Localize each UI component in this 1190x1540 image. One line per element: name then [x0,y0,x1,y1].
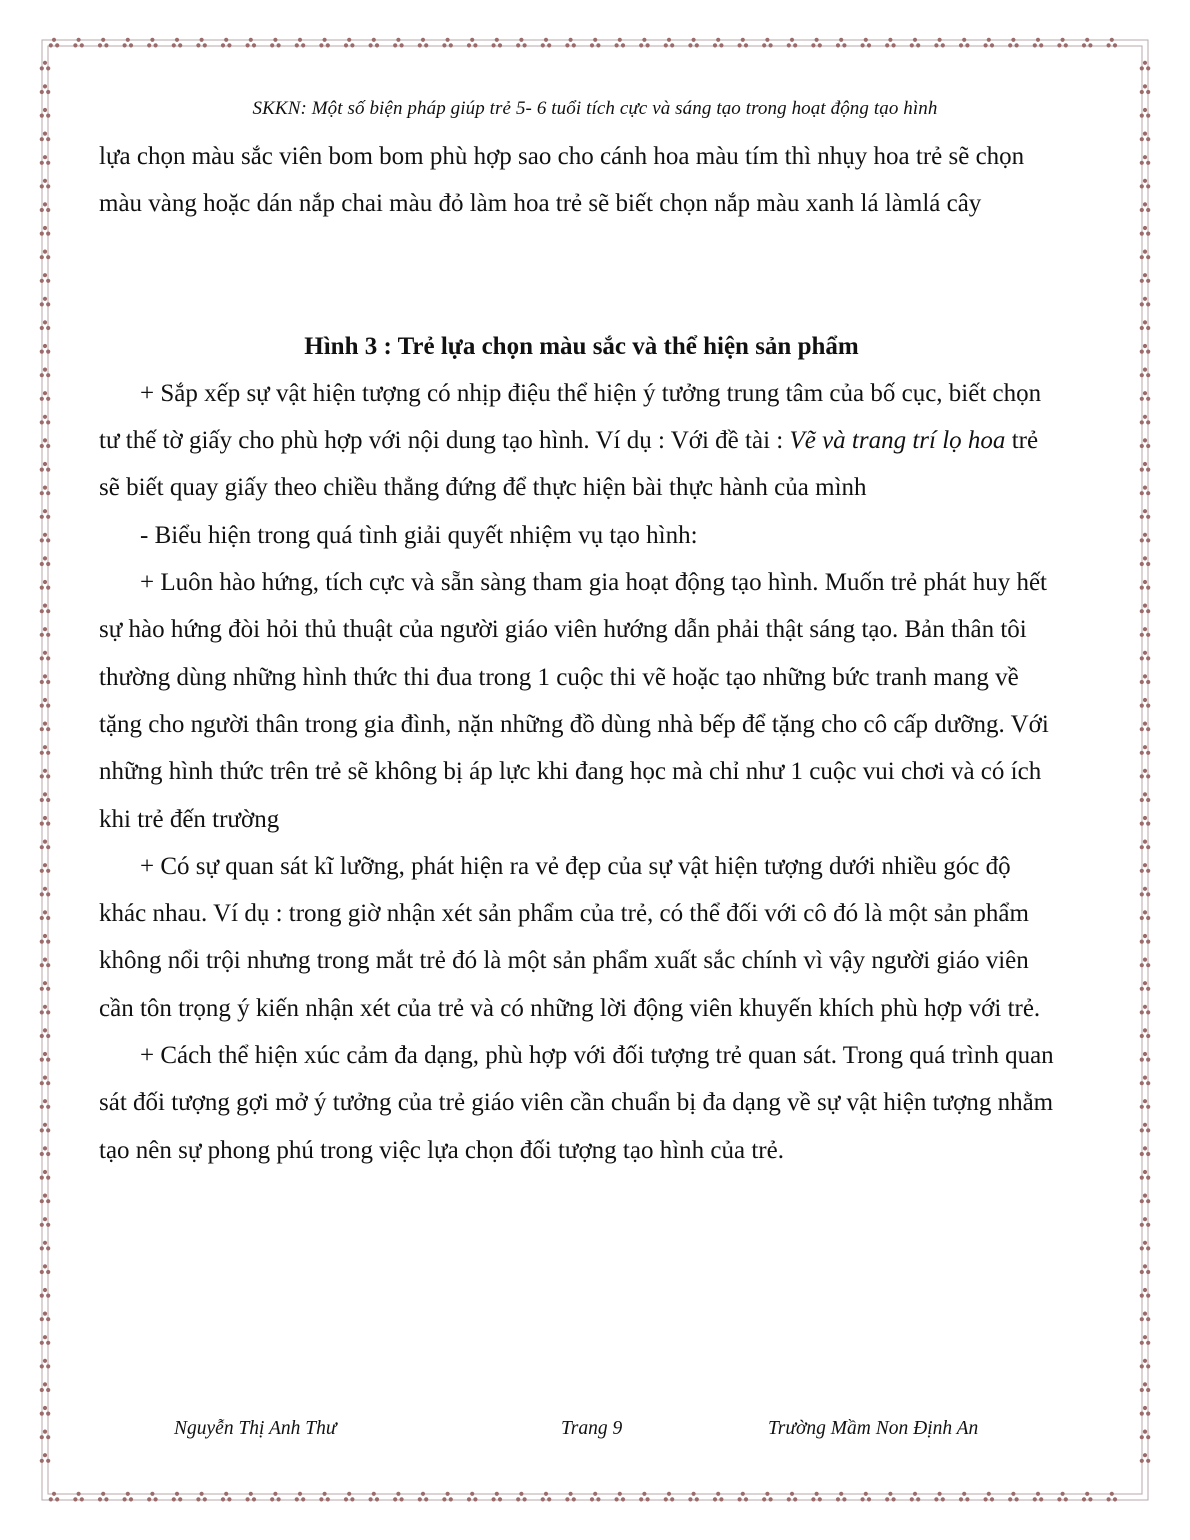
border-dot-cluster [40,1241,51,1251]
border-dot-cluster [1140,934,1151,944]
border-dot-cluster [1140,368,1151,378]
border-dot-cluster [40,250,51,260]
border-dot-cluster [40,226,51,236]
border-dot-cluster [1140,1005,1151,1015]
border-dot-cluster [1140,1099,1151,1109]
border-dot-cluster [40,651,51,661]
border-dot-cluster [1140,297,1151,307]
figure-caption: Hình 3 : Trẻ lựa chọn màu sắc và thể hiện sản phẩm [304,332,859,360]
paragraph-observation: + Có sự quan sát kĩ lưỡng, phát hiện ra vẻ đẹp của sự vật hiện tượng dưới nhiều góc độ khác nhau. Ví dụ : trong giờ nhận xét sản phẩm của trẻ, có thể đối với cô đó là một sản phẩm không nổi trội nhưng trong mắt trẻ đó là một sản phẩm xuất sắc chính vì vậy người giáo viên cần tôn trọng ý kiến nhận xét của trẻ và có những lời động viên khuyến khích phù hợp với trẻ. [99,852,1041,1022]
paragraph-arrangement-start: + Sắp xếp sự vật hiện tượng có nhịp điệu thể hiện ý tưởng trung tâm của bố cục, biết chọn tư thế tờ giấy cho phù hợp với nội dung tạo hình. Ví dụ : Với đề tài : [99,379,1042,455]
border-dot-cluster [1140,533,1151,543]
paragraph-emotion: + Cách thể hiện xúc cảm đa dạng, phù hợp với đối tượng trẻ quan sát. Trong quá trình quan sát đối tượng gợi mở ý tưởng của trẻ giáo viên cần chuẩn bị đa dạng về sự vật hiện tượng nhằm tạo nên sự phong phú trong việc lựa chọn đối tượng tạo hình của trẻ. [99,1042,1054,1164]
border-dot-cluster [40,1146,51,1156]
border-dot-cluster [1140,958,1151,968]
border-dot-cluster [40,863,51,873]
paragraph-enthusiasm: + Luôn hào hứng, tích cực và sẵn sàng tham gia hoạt động tạo hình. Muốn trẻ phát huy hết sự hào hứng đòi hỏi thủ thuật của người giáo viên hướng dẫn phải thật sáng tạo. Bản thân tôi thường dùng những hình thức thi đua trong 1 cuộc thi vẽ hoặc tạo những bức tranh mang về tặng cho người thân trong gia đình, nặn những đồ dùng nhà bếp để tặng cho cô cấp dưỡng. Với những hình thức trên trẻ sẽ không bị áp lực khi đang học mà chỉ như 1 cuộc vui chơi và có ích khi trẻ đến trường [99,569,1049,833]
border-dot-cluster [40,934,51,944]
border-dot-cluster [40,462,51,472]
border-dot-cluster [1140,179,1151,189]
paragraph-arrangement [99,370,1064,512]
border-dot-cluster [1140,273,1151,283]
border-dot-cluster [40,1217,51,1227]
border-dot-cluster [40,1382,51,1392]
border-dot-cluster [1140,1076,1151,1086]
border-dot-cluster [40,202,51,212]
border-dot-cluster [40,1170,51,1180]
border-dot-cluster [1140,1406,1151,1416]
border-dot-cluster [40,1359,51,1369]
border-dot-cluster [40,887,51,897]
border-dot-cluster [40,698,51,708]
border-dot-cluster [1140,320,1151,330]
paragraph-intro: lựa chọn màu sắc viên bom bom phù hợp sao cho cánh hoa màu tím thì nhụy hoa trẻ sẽ chọn màu vàng hoặc dán nắp chai màu đỏ làm hoa trẻ sẽ biết chọn nắp màu xanh lá làmlá cây [99,143,1025,218]
border-dot-cluster [1140,745,1151,755]
border-dot-cluster [1140,462,1151,472]
border-dot-cluster [40,745,51,755]
border-dot-cluster [40,1312,51,1322]
border-dot-cluster [1140,132,1151,142]
border-dot-cluster [1140,1241,1151,1251]
border-dot-cluster [1140,1217,1151,1227]
border-dot-cluster [40,556,51,566]
border-dot-cluster [40,1453,51,1463]
topic-title: Vẽ và trang trí lọ hoa [789,427,1006,455]
border-dot-cluster [40,368,51,378]
border-dot-cluster [40,61,51,71]
border-dot-cluster [1140,1382,1151,1392]
border-dot-cluster [1140,202,1151,212]
border-dot-cluster [1140,604,1151,614]
border-dot-cluster [1140,722,1151,732]
border-dot-cluster [1140,61,1151,71]
border-dot-cluster [1140,651,1151,661]
border-dot-cluster [40,840,51,850]
border-dot-cluster [40,1123,51,1133]
border-dot-cluster [40,320,51,330]
border-dot-cluster [40,132,51,142]
border-dot-cluster [1140,556,1151,566]
border-dot-cluster [1140,1312,1151,1322]
footer-school: Trường Mầm Non Định An [768,1418,979,1439]
border-dot-cluster [1140,627,1151,637]
border-dot-cluster [40,438,51,448]
border-dot-cluster [40,769,51,779]
border-dot-cluster [40,674,51,684]
border-dot-cluster [40,1264,51,1274]
border-dot-cluster [1140,391,1151,401]
border-dot-cluster [1140,1194,1151,1204]
border-dot-cluster [1140,1123,1151,1133]
border-dot-cluster [1140,887,1151,897]
border-dot-cluster [1140,698,1151,708]
image-placeholder-gap [99,228,1064,323]
border-dot-cluster [1140,792,1151,802]
border-dot-cluster [40,155,51,165]
border-dot-cluster [1140,1359,1151,1369]
border-dot-cluster [1140,1288,1151,1298]
border-dot-cluster [40,509,51,519]
border-dot-cluster [40,391,51,401]
border-dot-cluster [1140,1335,1151,1345]
border-dot-cluster [1140,1453,1151,1463]
border-dot-cluster [40,958,51,968]
border-dot-cluster [1140,1052,1151,1062]
footer-page-number: Trang 9 [561,1418,623,1439]
border-dot-cluster [40,415,51,425]
paragraph-arrangement-end: trẻ sẽ biết quay giấy theo chiều thẳng đứng để thực hiện bài thực hành của mình [99,427,1039,502]
border-dot-cluster [40,816,51,826]
border-dot-cluster [1140,344,1151,354]
border-dot-cluster [1140,1264,1151,1274]
page-footer [0,1418,1190,1448]
border-dot-cluster [1140,580,1151,590]
border-dot-cluster [1140,438,1151,448]
border-dot-cluster [40,981,51,991]
border-dot-cluster [40,1406,51,1416]
footer-author: Nguyễn Thị Anh Thư [174,1418,337,1439]
border-dot-cluster [40,1288,51,1298]
border-dot-cluster [40,1194,51,1204]
border-dot-cluster [40,1099,51,1109]
border-dot-cluster [1140,1170,1151,1180]
border-dot-cluster [1140,816,1151,826]
border-dot-cluster [1140,1146,1151,1156]
border-dot-cluster [1140,250,1151,260]
border-dot-cluster [40,297,51,307]
border-dot-cluster [1140,509,1151,519]
border-dot-cluster [40,627,51,637]
border-dot-cluster [40,604,51,614]
border-dot-cluster [1140,84,1151,94]
border-dot-cluster [1140,1028,1151,1038]
border-dot-cluster [40,1028,51,1038]
border-dot-cluster [40,84,51,94]
border-dot-cluster [1140,910,1151,920]
border-dot-cluster [1140,674,1151,684]
border-dot-cluster [40,1335,51,1345]
border-dot-cluster [40,533,51,543]
border-dot-cluster [1140,226,1151,236]
border-dot-cluster [1140,769,1151,779]
border-dot-cluster [40,910,51,920]
border-dot-cluster [40,722,51,732]
border-dot-cluster [40,1052,51,1062]
border-dot-cluster [40,486,51,496]
border-dot-cluster [1140,415,1151,425]
border-dot-cluster [40,344,51,354]
page-header: SKKN: Một số biện pháp giúp trẻ 5- 6 tuổi tích cực và sáng tạo trong hoạt động tạo hình [252,98,938,119]
border-dot-cluster [1140,863,1151,873]
border-dot-cluster [40,1005,51,1015]
paragraph-expression-heading: - Biểu hiện trong quá tình giải quyết nhiệm vụ tạo hình: [140,521,698,549]
border-dot-cluster [40,273,51,283]
border-dot-cluster [1140,155,1151,165]
border-dot-cluster [1140,840,1151,850]
border-dot-cluster [40,792,51,802]
border-dot-cluster [1140,486,1151,496]
border-dot-cluster [40,179,51,189]
border-dot-cluster [40,1076,51,1086]
border-dot-cluster [1140,981,1151,991]
border-dot-cluster [40,580,51,590]
document-body [99,133,1064,1174]
